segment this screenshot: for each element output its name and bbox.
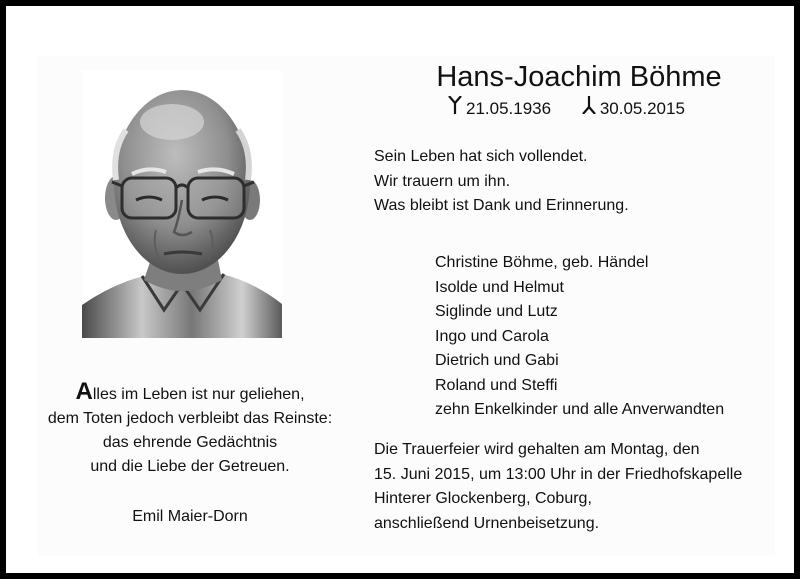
poem xyxy=(30,378,350,479)
family-member: Ingo und Carola xyxy=(435,327,549,345)
poem-first-line-rest: lles im Leben ist nur geliehen, xyxy=(92,386,305,403)
ceremony-line: anschließend Urnenbeisetzung. xyxy=(374,514,600,532)
intro-line: Was bleibt ist Dank und Erinnerung. xyxy=(374,197,629,214)
poem-line: das ehrende Gedächtnis xyxy=(102,434,278,451)
death-rune-icon xyxy=(582,96,596,121)
death-date-group xyxy=(582,96,685,121)
family-list xyxy=(435,251,724,423)
intro-line: Wir trauern um ihn. xyxy=(374,172,511,190)
portrait-photo xyxy=(82,70,282,338)
family-member: Siglinde und Lutz xyxy=(435,303,558,320)
deceased-name: Hans-Joachim Böhme xyxy=(436,61,722,93)
family-member: Roland und Steffi xyxy=(435,376,558,394)
family-member: Dietrich und Gabi xyxy=(435,352,559,369)
life-dates xyxy=(448,96,685,121)
birth-date-group xyxy=(448,96,551,121)
birth-date: 21.05.1936 xyxy=(466,98,552,118)
ceremony-info xyxy=(374,438,742,536)
family-member: Isolde und Helmut xyxy=(435,278,564,296)
intro-line: Sein Leben hat sich vollendet. xyxy=(374,148,588,165)
ceremony-line: 15. Juni 2015, um 13:00 Uhr in der Friedhofskapelle xyxy=(374,465,743,483)
family-member: Christine Böhme, geb. Händel xyxy=(435,254,649,271)
ceremony-line: Hinterer Glockenberg, Coburg, xyxy=(374,490,592,507)
poem-line: und die Liebe der Getreuen. xyxy=(90,458,290,475)
poem-first-line xyxy=(30,378,350,407)
poem-drop-cap: A xyxy=(75,378,93,405)
life-rune-icon xyxy=(448,96,462,121)
family-member: zehn Enkelkinder und alle Anverwandten xyxy=(435,401,725,418)
ceremony-line: Die Trauerfeier wird gehalten am Montag, den xyxy=(374,441,700,458)
poem-line: dem Toten jedoch verbleibt das Reinste: xyxy=(47,410,333,427)
death-date: 30.05.2015 xyxy=(599,98,685,118)
poem-author: Emil Maier-Dorn xyxy=(132,508,248,525)
intro-text xyxy=(374,145,629,219)
